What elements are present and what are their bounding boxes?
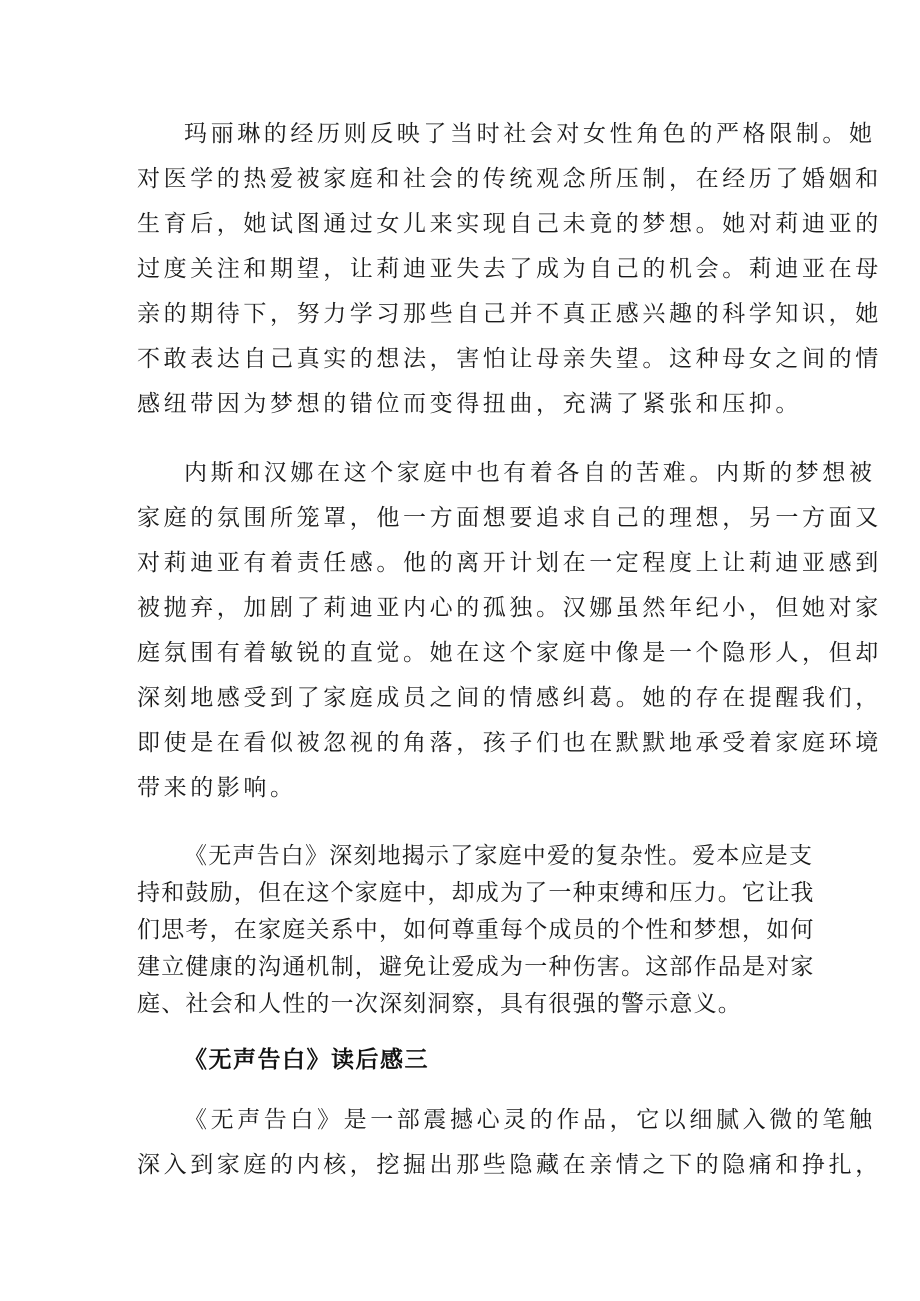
text-line: 即使是在看似被忽视的角落，孩子们也在默默地承受着家庭环境: [137, 730, 882, 756]
paragraph-conclusion: [137, 838, 815, 1023]
text-line: 持和鼓励，但在这个家庭中，却成为了一种束缚和压力。它让我: [137, 880, 815, 906]
text-line: 《无声告白》是一部震撼心灵的作品，它以细腻入微的笔触: [184, 1107, 876, 1133]
text-line: 对医学的热爱被家庭和社会的传统观念所压制，在经历了婚姻和: [137, 166, 882, 192]
text-line: 玛丽琳的经历则反映了当时社会对女性角色的严格限制。她: [184, 121, 876, 147]
text-line: 内斯和汉娜在这个家庭中也有着各自的苦难。内斯的梦想被: [184, 460, 876, 486]
text-line: 庭氛围有着敏锐的直觉。她在这个家庭中像是一个隐形人，但却: [137, 640, 882, 666]
text-line: 深入到家庭的内核，挖掘出那些隐藏在亲情之下的隐痛和挣扎，: [137, 1152, 882, 1178]
text-line: 们思考，在家庭关系中，如何尊重每个成员的个性和梦想，如何: [137, 917, 815, 943]
paragraph-marilyn: [137, 112, 882, 427]
text-line: 过度关注和期望，让莉迪亚失去了成为自己的机会。莉迪亚在母: [137, 256, 882, 282]
text-line: 亲的期待下，努力学习那些自己并不真正感兴趣的科学知识，她: [137, 301, 882, 327]
text-line: 深刻地感受到了家庭成员之间的情感纠葛。她的存在提醒我们，: [137, 685, 882, 711]
text-line: 感纽带因为梦想的错位而变得扭曲，充满了紧张和压抑。: [137, 391, 802, 417]
section-heading: 《无声告白》读后感三: [184, 1047, 429, 1073]
text-line: 不敢表达自己真实的想法，害怕让母亲失望。这种母女之间的情: [137, 346, 882, 372]
text-line: 被抛弃，加剧了莉迪亚内心的孤独。汉娜虽然年纪小，但她对家: [137, 595, 882, 621]
paragraph-review-three: [137, 1098, 882, 1188]
text-line: 生育后，她试图通过女儿来实现自己未竟的梦想。她对莉迪亚的: [137, 211, 882, 237]
text-line: 家庭的氛围所笼罩，他一方面想要追求自己的理想，另一方面又: [137, 505, 882, 531]
paragraph-nath-hannah: [137, 451, 882, 811]
text-line: 建立健康的沟通机制，避免让爱成为一种伤害。这部作品是对家: [137, 954, 815, 980]
text-line: 庭、社会和人性的一次深刻洞察，具有很强的警示意义。: [137, 991, 742, 1017]
text-line: 《无声告白》深刻地揭示了家庭中爱的复杂性。爱本应是支: [184, 843, 814, 869]
text-line: 带来的影响。: [137, 775, 297, 801]
text-line: 对莉迪亚有着责任感。他的离开计划在一定程度上让莉迪亚感到: [137, 550, 882, 576]
